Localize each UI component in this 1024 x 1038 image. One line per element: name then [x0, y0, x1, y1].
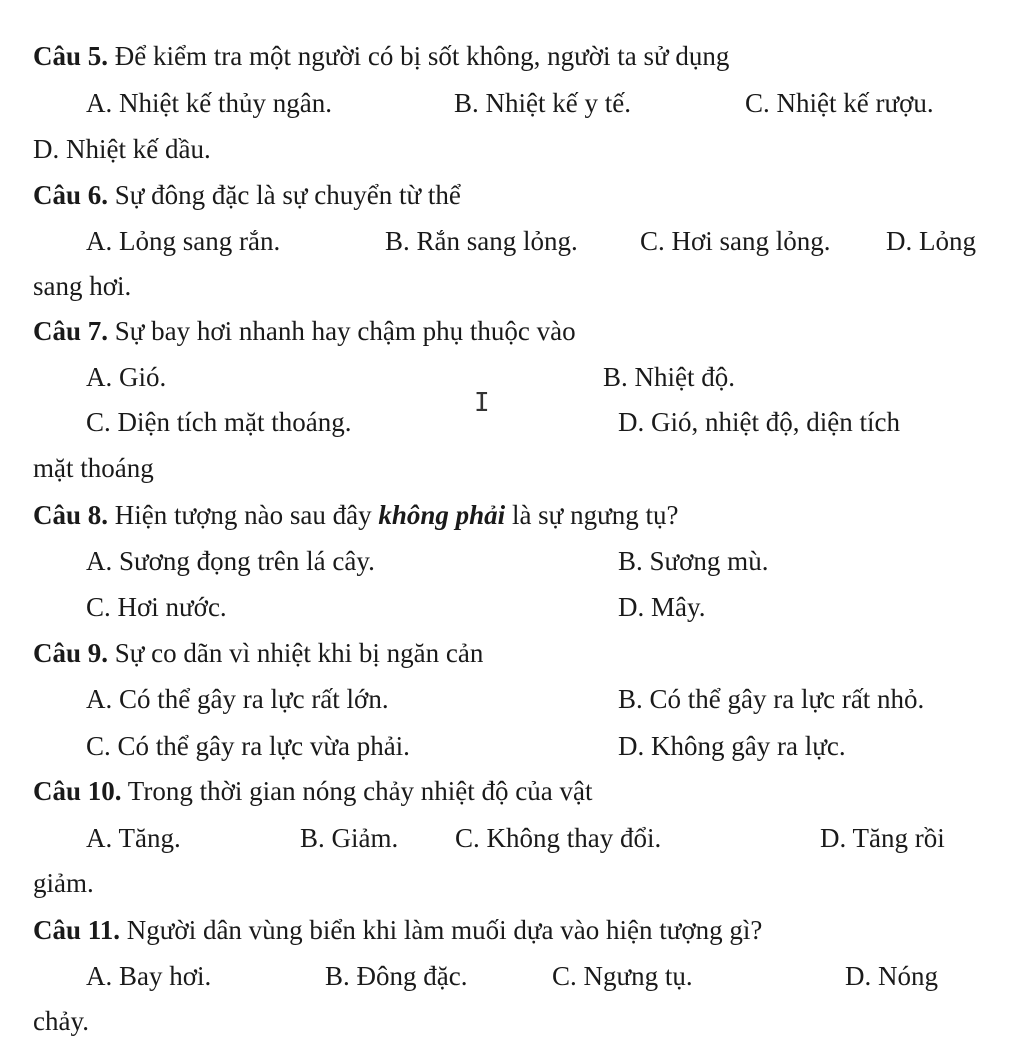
question-10-option-b: B. Giảm.	[300, 823, 399, 853]
question-10-option-a: A. Tăng.	[86, 823, 181, 853]
question-11-option-a: A. Bay hơi.	[86, 961, 212, 991]
question-11-text: Người dân vùng biển khi làm muối dựa vào hiện tượng gì?	[120, 915, 763, 945]
question-11-option-d-line1: D. Nóng	[845, 961, 938, 991]
question-6-option-c: C. Hơi sang lỏng.	[640, 226, 831, 256]
question-7-number: Câu 7.	[33, 316, 109, 346]
question-7-option-a: A. Gió.	[86, 362, 167, 392]
question-8-text-after: là sự ngưng tụ?	[505, 500, 679, 530]
question-10-text: Trong thời gian nóng chảy nhiệt độ của vật	[121, 776, 593, 806]
question-10-option-d-line2: giảm.	[33, 868, 94, 898]
question-6-stem	[33, 182, 461, 209]
question-10-option-c: C. Không thay đổi.	[455, 823, 662, 853]
question-6-option-b: B. Rắn sang lỏng.	[385, 226, 578, 256]
question-7-option-d-line2: mặt thoáng	[33, 453, 154, 483]
question-9-option-c: C. Có thể gây ra lực vừa phải.	[86, 731, 410, 761]
question-5-text: Để kiểm tra một người có bị sốt không, người ta sử dụng	[108, 41, 730, 71]
question-11-stem	[33, 917, 762, 944]
question-9-text: Sự co dãn vì nhiệt khi bị ngăn cản	[108, 638, 484, 668]
question-11-option-d-line2: chảy.	[33, 1006, 89, 1036]
question-9-number: Câu 9.	[33, 638, 109, 668]
question-7-option-c: C. Diện tích mặt thoáng.	[86, 407, 352, 437]
question-8-text-before: Hiện tượng nào sau đây	[108, 500, 379, 530]
question-5-option-b: B. Nhiệt kế y tế.	[454, 88, 631, 118]
question-8-emphasis: không phải	[378, 500, 506, 530]
question-8-number: Câu 8.	[33, 500, 109, 530]
question-6-option-d-line2: sang hơi.	[33, 271, 132, 301]
question-7-option-b: B. Nhiệt độ.	[603, 362, 735, 392]
question-5-number: Câu 5.	[33, 41, 109, 71]
question-11-number: Câu 11.	[33, 915, 121, 945]
question-6-text: Sự đông đặc là sự chuyển từ thể	[108, 180, 461, 210]
question-8-option-a: A. Sương đọng trên lá cây.	[86, 546, 375, 576]
question-8-option-c: C. Hơi nước.	[86, 592, 227, 622]
question-5-option-d: D. Nhiệt kế dầu.	[33, 134, 211, 164]
question-10-stem	[33, 778, 593, 805]
question-5-option-c: C. Nhiệt kế rượu.	[745, 88, 934, 118]
question-6-option-d-line1: D. Lỏng	[886, 226, 976, 256]
question-7-option-d-line1: D. Gió, nhiệt độ, diện tích	[618, 407, 900, 437]
question-9-option-b: B. Có thể gây ra lực rất nhỏ.	[618, 684, 925, 714]
question-6-number: Câu 6.	[33, 180, 109, 210]
question-9-option-d: D. Không gây ra lực.	[618, 731, 846, 761]
text-cursor-icon: I	[474, 388, 490, 418]
question-9-stem	[33, 640, 483, 667]
question-10-number: Câu 10.	[33, 776, 122, 806]
question-11-option-b: B. Đông đặc.	[325, 961, 468, 991]
question-8-option-d: D. Mây.	[618, 592, 706, 622]
question-7-text: Sự bay hơi nhanh hay chậm phụ thuộc vào	[108, 316, 576, 346]
question-9-option-a: A. Có thể gây ra lực rất lớn.	[86, 684, 389, 714]
question-5-option-a: A. Nhiệt kế thủy ngân.	[86, 88, 332, 118]
question-7-stem	[33, 318, 576, 345]
question-6-option-a: A. Lỏng sang rắn.	[86, 226, 281, 256]
question-11-option-c: C. Ngưng tụ.	[552, 961, 693, 991]
question-5-stem	[33, 43, 729, 70]
question-10-option-d-line1: D. Tăng rồi	[820, 823, 945, 853]
question-8-stem	[33, 502, 678, 529]
question-8-option-b: B. Sương mù.	[618, 546, 769, 576]
